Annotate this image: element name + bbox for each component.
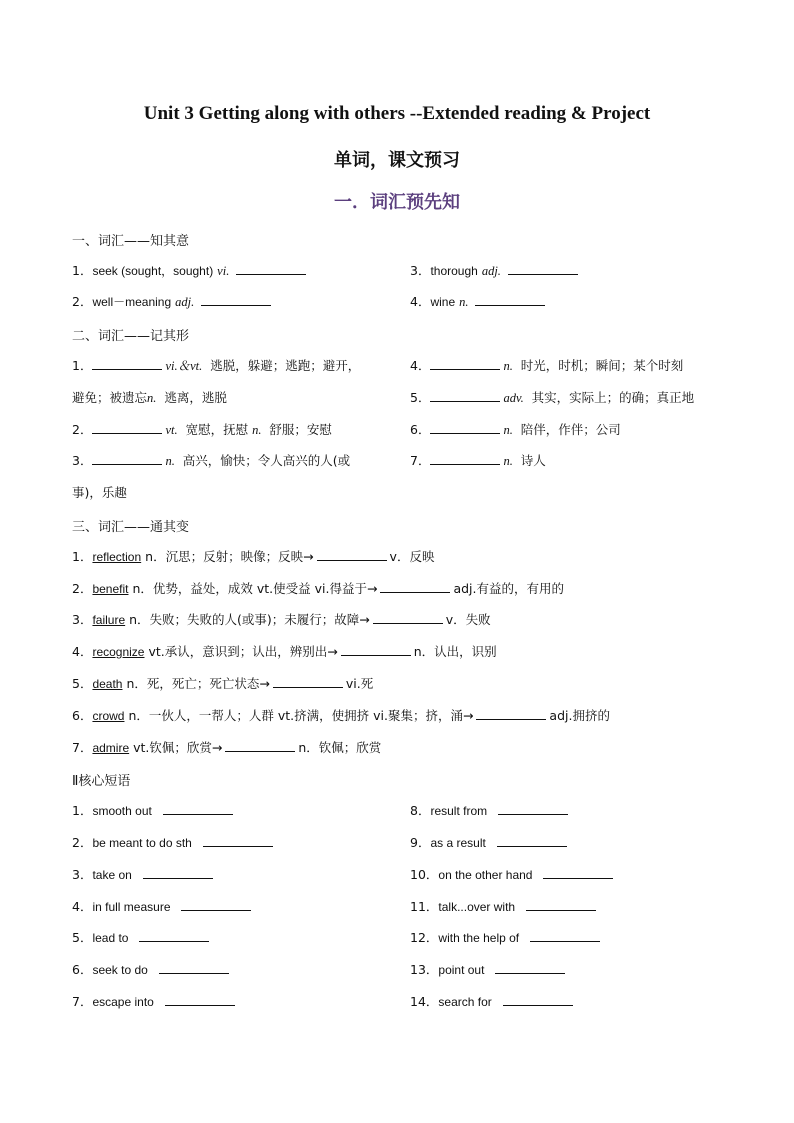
answer-blank[interactable]	[430, 389, 500, 402]
part2-item-1-cont: 避免；被遗忘n. 逃离，逃脱	[72, 390, 227, 405]
answer-blank[interactable]	[476, 707, 546, 720]
answer-blank[interactable]	[139, 929, 209, 942]
answer-blank[interactable]	[495, 961, 565, 974]
phrase-item-12: 12．with the help of	[410, 929, 603, 947]
part2-item-6: 6． n. 陪伴，作伴；公司	[410, 422, 621, 437]
part3-item-7: 7．admire vt.钦佩；欣赏→ n．钦佩；欣赏	[72, 740, 382, 755]
answer-blank[interactable]	[475, 293, 545, 306]
answer-blank[interactable]	[430, 421, 500, 434]
part1-item-4: 4．wine n.	[410, 293, 548, 311]
answer-blank[interactable]	[236, 262, 306, 275]
part3-item-2: 2．benefit n．优势，益处，成效 vt.使受益 vi.得益于→ adj.有益的，有用的	[72, 581, 564, 596]
part2-item-3-cont: 事)，乐趣	[72, 485, 127, 500]
phrase-item-7: 7．escape into	[72, 993, 238, 1011]
part3-item-1: 1．reflection n．沉思；反射；映像；反映→ v．反映	[72, 549, 435, 564]
phrase-item-2: 2．be meant to do sth	[72, 834, 276, 852]
part1-item-3: 3．thorough adj.	[410, 262, 581, 280]
answer-blank[interactable]	[497, 834, 567, 847]
part3-item-5: 5．death n．死，死亡；死亡状态→ vi.死	[72, 676, 374, 691]
answer-blank[interactable]	[201, 293, 271, 306]
answer-blank[interactable]	[159, 961, 229, 974]
phrase-item-6: 6．seek to do	[72, 961, 232, 979]
part1-item-2: 2．well－meaning adj.	[72, 293, 274, 311]
phrase-item-5: 5．lead to	[72, 929, 212, 947]
phrase-item-14: 14．search for	[410, 993, 576, 1011]
answer-blank[interactable]	[498, 802, 568, 815]
answer-blank[interactable]	[430, 452, 500, 465]
unit-title: Unit 3 Getting along with others --Extended reading & Project	[143, 103, 651, 124]
answer-blank[interactable]	[92, 421, 162, 434]
answer-blank[interactable]	[526, 898, 596, 911]
subtitle: 单词，课文预习	[334, 150, 460, 171]
part2-item-7: 7． n. 诗人	[410, 453, 546, 468]
part2-item-1: 1． vi.＆vt. 逃脱，躲避；逃跑；避开，	[72, 358, 361, 373]
section-heading: 一．词汇预先知	[334, 192, 460, 213]
answer-blank[interactable]	[373, 611, 443, 624]
answer-blank[interactable]	[430, 357, 500, 370]
part1-heading: 一、词汇——知其意	[72, 234, 190, 249]
phrase-item-3: 3．take on	[72, 866, 216, 884]
answer-blank[interactable]	[163, 802, 233, 815]
part3-item-3: 3．failure n．失败；失败的人(或事)；未履行；故障→ v．失败	[72, 612, 491, 627]
phrase-item-10: 10．on the other hand	[410, 866, 616, 884]
answer-blank[interactable]	[530, 929, 600, 942]
answer-blank[interactable]	[508, 262, 578, 275]
answer-blank[interactable]	[92, 452, 162, 465]
phrase-item-13: 13．point out	[410, 961, 568, 979]
answer-blank[interactable]	[143, 866, 213, 879]
answer-blank[interactable]	[92, 357, 162, 370]
phrase-item-8: 8．result from	[410, 802, 571, 820]
part2-item-4: 4． n. 时光，时机；瞬间；某个时刻	[410, 358, 684, 373]
part1-item-1: 1．seek (sought，sought) vi.	[72, 262, 309, 280]
answer-blank[interactable]	[503, 993, 573, 1006]
answer-blank[interactable]	[273, 675, 343, 688]
part4-heading: Ⅱ核心短语	[72, 774, 131, 789]
part2-heading: 二、词汇——记其形	[72, 329, 190, 344]
phrase-item-9: 9．as a result	[410, 834, 570, 852]
part3-heading: 三、词汇——通其变	[72, 520, 190, 535]
phrase-item-4: 4．in full measure	[72, 898, 254, 916]
part3-item-4: 4．recognize vt.承认，意识到；认出，辨别出→ n．认出，识别	[72, 644, 497, 659]
part2-item-2: 2． vt. 宽慰，抚慰 n. 舒服；安慰	[72, 422, 332, 437]
answer-blank[interactable]	[543, 866, 613, 879]
answer-blank[interactable]	[181, 898, 251, 911]
part3-item-6: 6．crowd n．一伙人，一帮人；人群 vt.挤满，使拥挤 vi.聚集；挤，涌→ adj.拥挤的	[72, 708, 610, 723]
answer-blank[interactable]	[203, 834, 273, 847]
answer-blank[interactable]	[380, 580, 450, 593]
answer-blank[interactable]	[165, 993, 235, 1006]
part2-item-5: 5． adv. 其实，实际上；的确；真正地	[410, 390, 695, 405]
answer-blank[interactable]	[317, 548, 387, 561]
answer-blank[interactable]	[341, 643, 411, 656]
answer-blank[interactable]	[225, 739, 295, 752]
phrase-item-11: 11．talk...over with	[410, 898, 599, 916]
phrase-item-1: 1．smooth out	[72, 802, 236, 820]
part2-item-3: 3． n. 高兴，愉快；令人高兴的人(或	[72, 453, 351, 468]
